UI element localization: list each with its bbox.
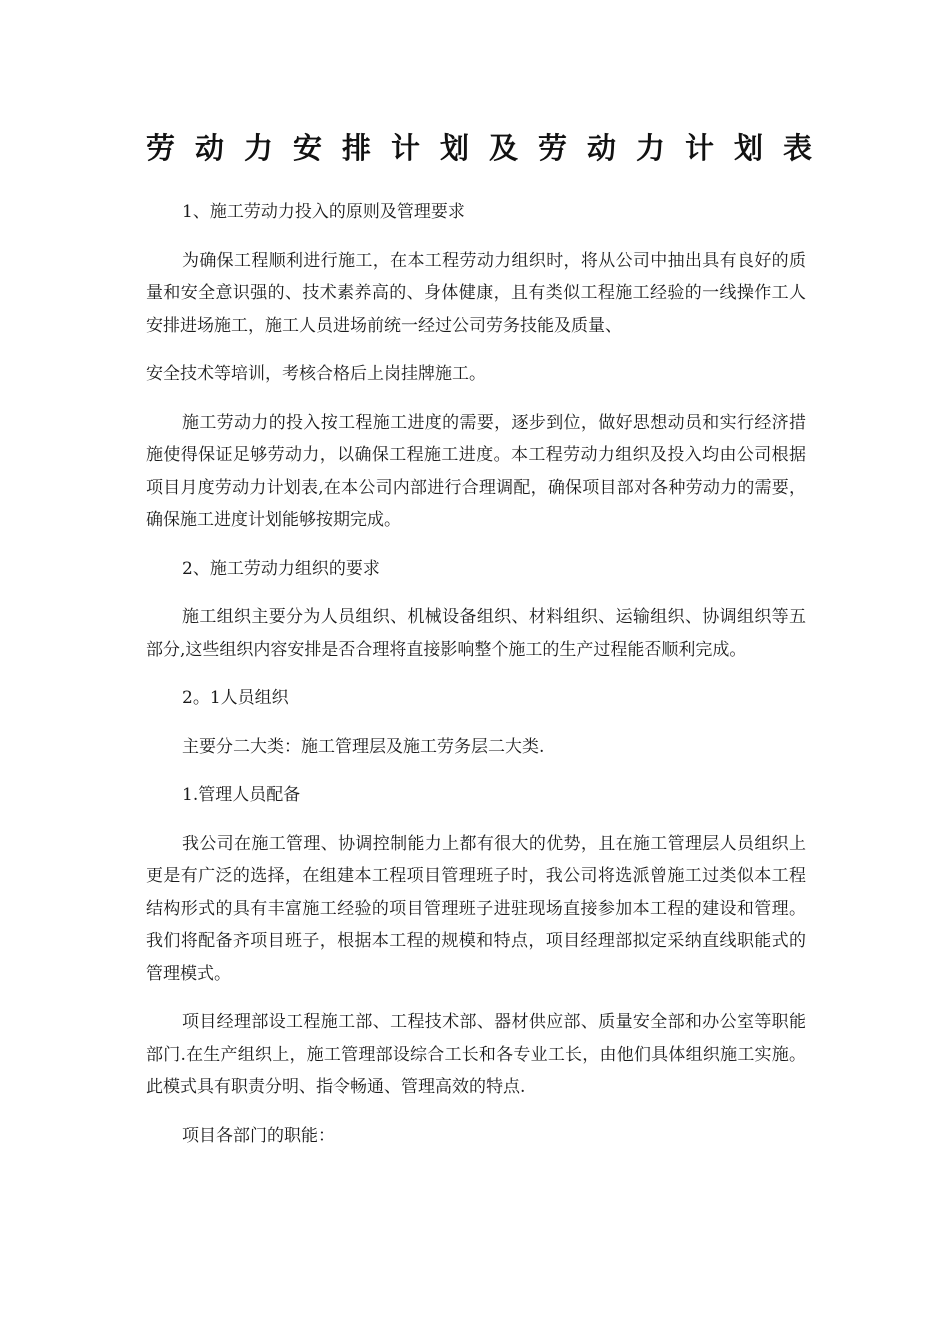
paragraph-training-continuation: 安全技术等培训，考核合格后上岗挂牌施工。 (146, 364, 486, 384)
section-heading-2-1: 2。1人员组织 (182, 688, 289, 708)
document-body (146, 196, 806, 1152)
paragraph-labor-input: 施工劳动力的投入按工程施工进度的需要，逐步到位，做好思想动员和实行经济措施使得保证足够劳动力，以确保工程施工进度。本工程劳动力组织及投入均由公司根据项目月度劳动力计划表,在本公司内部进行合理调配，确保项目部对各种劳动力的需要，确保施工进度计划能够按期完成。 (146, 412, 806, 530)
section-heading-2: 2、施工劳动力组织的要求 (182, 558, 380, 579)
paragraph-management-team: 我公司在施工管理、协调控制能力上都有很大的优势，且在施工管理层人员组织上更是有广泛的选择，在组建本工程项目管理班子时，我公司将选派曾施工过类似本工程结构形式的具有丰富施工经验的项目管理班子进驻现场直接参加本工程的建设和管理。我们将配备齐项目班子，根据本工程的规模和特点，项目经理部拟定采纳直线职能式的管理模式。 (146, 833, 806, 984)
paragraph-departments: 项目经理部设工程施工部、工程技术部、器材供应部、质量安全部和办公室等职能部门.在生产组织上，施工管理部设综合工长和各专业工长，由他们具体组织施工实施。此模式具有职责分明、指令畅通、管理高效的特点. (146, 1012, 806, 1097)
paragraph-labor-principles: 为确保工程顺利进行施工，在本工程劳动力组织时，将从公司中抽出具有良好的质量和安全意识强的、技术素养高的、身体健康，且有类似工程施工经验的一线操作工人安排进场施工，施工人员进场前统一经过公司劳务技能及质量、 (146, 250, 806, 336)
section-heading-1: 1、施工劳动力投入的原则及管理要求 (182, 202, 465, 222)
paragraph-organization-parts: 施工组织主要分为人员组织、机械设备组织、材料组织、运输组织、协调组织等五部分,这些组织内容安排是否合理将直接影响整个施工的生产过程能否顺利完成。 (146, 607, 806, 660)
document-title: 劳动力安排计划及劳动力计划表 (146, 131, 833, 165)
paragraph-two-categories: 主要分二大类：施工管理层及施工劳务层二大类. (182, 736, 545, 757)
paragraph-department-functions: 项目各部门的职能： (182, 1125, 335, 1146)
section-heading-management-staff: 1.管理人员配备 (182, 785, 301, 805)
